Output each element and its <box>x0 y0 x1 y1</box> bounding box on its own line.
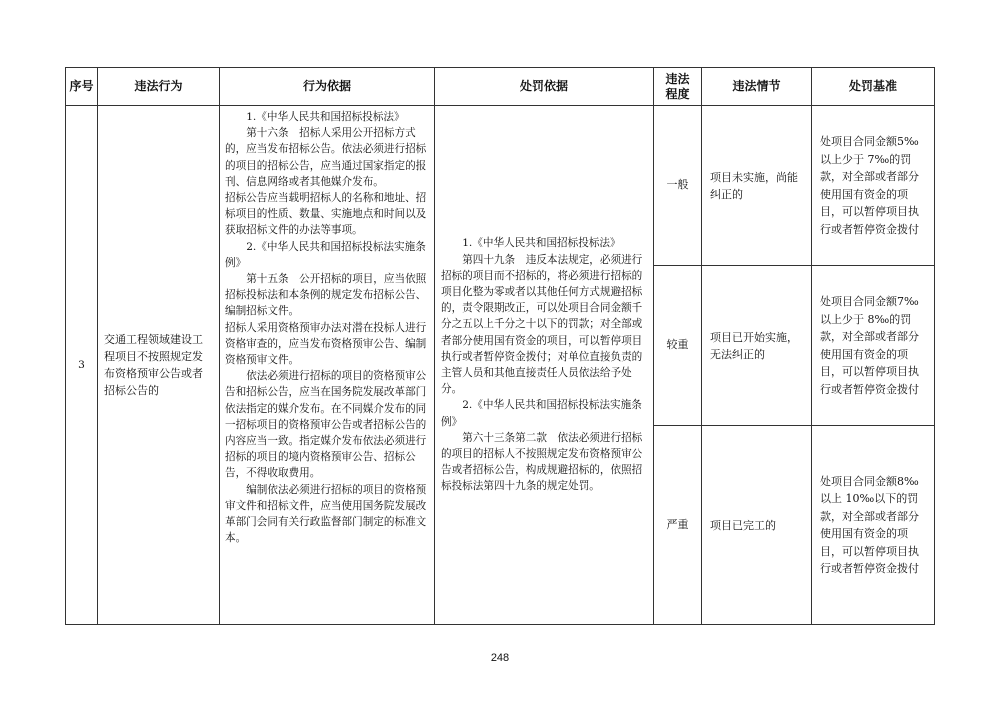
penalty-article-49: 第四十九条 违反本法规定，必须进行招标的项目而不招标的，将必须进行招标的项目化整为零或者以其他任何方式规避招标的，责令限期改正，可以处项目合同金额千分之五以上千分之十以下的罚款；对全部或者部分使用国有资金的项目，可以暂停项目执行或者暂停资金拨付；对单位直接负责的主管人员和其他直接责任人员依法给予处分。 <box>441 253 643 396</box>
table-header-row <box>66 68 935 106</box>
header-degree: 违法程度 <box>654 68 702 106</box>
violation-act: 交通工程领域建设工程项目不按照规定发布资格预审公告或者招标公告的 <box>98 106 220 625</box>
header-penalty-basis: 处罚依据 <box>435 68 654 106</box>
standard-serious: 处项目合同金额7‰以上少于 8‰的罚款，对全部或者部分使用国有资金的项目，可以暂停项目执行或者暂停资金拨付 <box>812 266 935 426</box>
header-circumstance: 违法情节 <box>702 68 812 106</box>
penalty-basis <box>435 106 654 625</box>
degree-general: 一般 <box>654 106 702 266</box>
penalty-article-63: 第六十三条第二款 依法必须进行招标的项目的招标人不按照规定发布资格预审公告或者招标公告，构成规避招标的，依照招标投标法第四十九条的规定处罚。 <box>441 431 643 493</box>
standard-general: 处项目合同金额5‰以上少于 7‰的罚款，对全部或者部分使用国有资金的项目，可以暂停项目执行或者暂停资金拨付 <box>812 106 935 266</box>
basis-article-15-para-3: 依法必须进行招标的项目的资格预审公告和招标公告，应当在国务院发展改革部门依法指定的媒介发布。在不同媒介发布的同一招标项目的资格预审公告或者招标公告的内容应当一致。指定媒介发布依法必须进行招标的项目的境内资格预审公告、招标公告，不得收取费用。 <box>225 370 427 480</box>
behavior-basis <box>220 106 435 625</box>
circumstance-general: 项目未实施，尚能纠正的 <box>702 106 812 266</box>
basis-article-15: 第十五条 公开招标的项目，应当依照招标投标法和本条例的规定发布招标公告、编制招标文件。 <box>225 273 427 318</box>
basis-article-15-para-4: 编制依法必须进行招标的项目的资格预审文件和招标文件，应当使用国务院发展改革部门会同有关行政监督部门制定的标准文本。 <box>225 483 427 545</box>
basis-law-2-title: 2.《中华人民共和国招标投标法实施条例》 <box>225 240 426 269</box>
basis-article-15-para-2: 招标人采用资格预审办法对潜在投标人进行资格审查的，应当发布资格预审公告、编制资格预审文件。 <box>225 321 427 367</box>
page-number: 248 <box>490 652 510 664</box>
circumstance-serious: 项目已开始实施，无法纠正的 <box>702 266 812 426</box>
standard-severe: 处项目合同金额8‰以上 10‰以下的罚款，对全部或者部分使用国有资金的项目，可以暂停项目执行或者暂停资金拨付 <box>812 426 935 625</box>
basis-law-1-title: 1.《中华人民共和国招标投标法》 <box>246 111 405 123</box>
degree-severe: 严重 <box>654 426 702 625</box>
basis-article-16-para-2: 招标公告应当载明招标人的名称和地址、招标项目的性质、数量、实施地点和时间以及获取招标文件的办法等事项。 <box>225 192 427 237</box>
table-row <box>66 106 935 266</box>
header-standard: 处罚基准 <box>812 68 935 106</box>
header-seq: 序号 <box>66 68 98 106</box>
penalty-law-1-title: 1.《中华人民共和国招标投标法》 <box>462 237 621 250</box>
header-basis: 行为依据 <box>220 68 435 106</box>
basis-article-16: 第十六条 招标人采用公开招标方式的，应当发布招标公告。依法必须进行招标的项目的招标公告，应当通过国家指定的报刊、信息网络或者其他媒介发布。 <box>225 127 427 188</box>
header-act: 违法行为 <box>98 68 220 106</box>
degree-serious: 较重 <box>654 266 702 426</box>
penalty-law-2-title: 2.《中华人民共和国招标投标法实施条例》 <box>441 399 642 428</box>
circumstance-severe: 项目已完工的 <box>702 426 812 625</box>
row-seq: 3 <box>66 106 98 625</box>
penalty-standard-table <box>65 67 935 625</box>
